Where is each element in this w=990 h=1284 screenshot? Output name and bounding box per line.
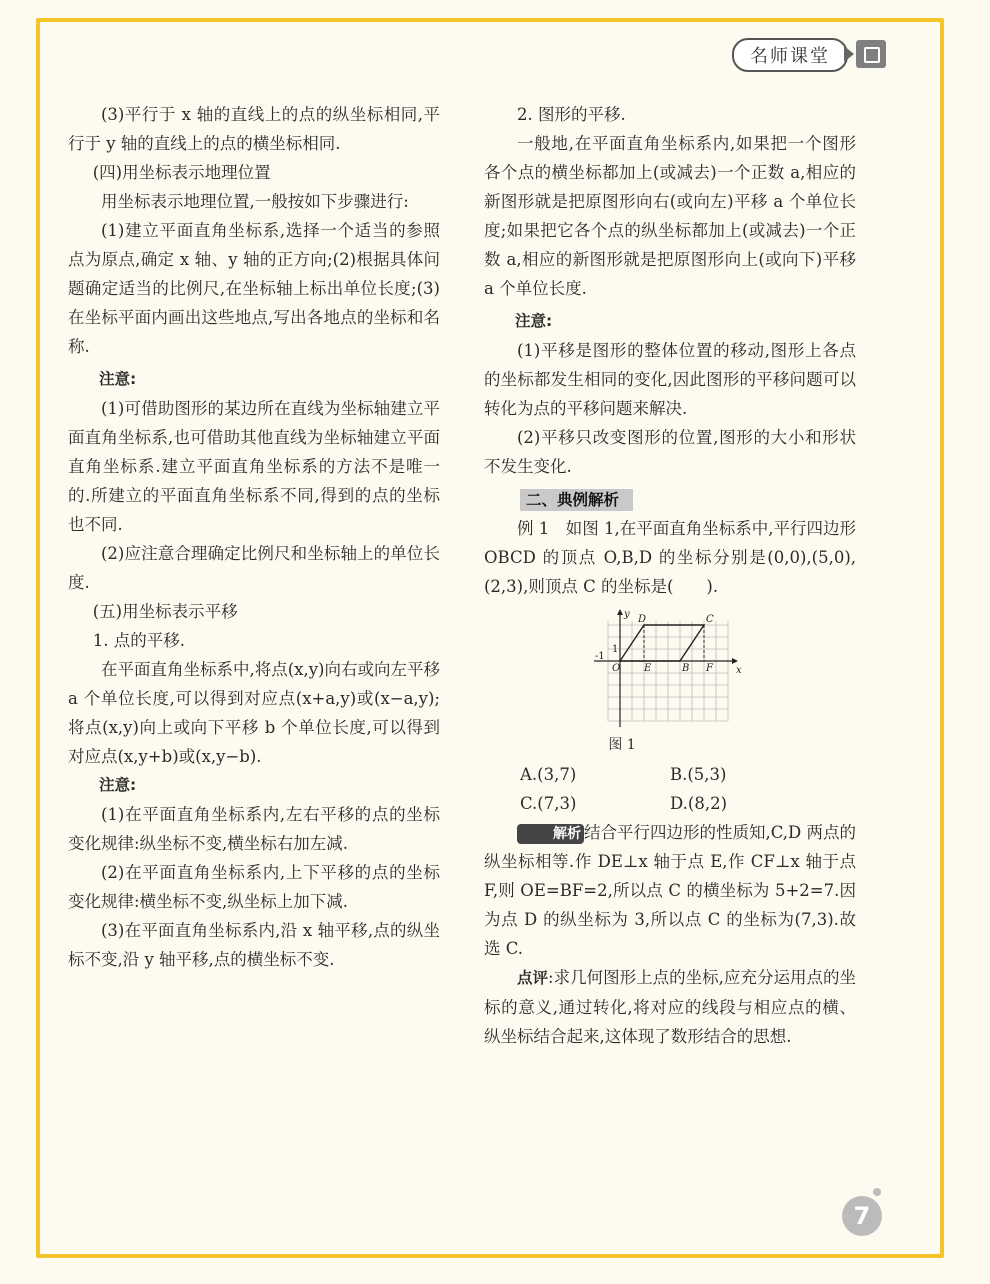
- right-column: [484, 100, 856, 1051]
- header-tag: 名师课堂: [732, 38, 848, 72]
- note-label: 注意:: [99, 370, 137, 388]
- subheading: 2. 图形的平移.: [517, 105, 626, 124]
- label-d: D: [638, 614, 647, 625]
- label-one: 1: [612, 644, 619, 655]
- page-dot: [873, 1188, 881, 1196]
- paragraph: (2)平移只改变图形的位置,图形的大小和形状不发生变化.: [484, 428, 856, 476]
- paragraph: (2)应注意合理确定比例尺和坐标轴上的单位长度.: [68, 544, 440, 592]
- option-a: A.(3,7): [520, 765, 577, 784]
- paragraph: (3)在平面直角坐标系内,沿 x 轴平移,点的纵坐标不变,沿 y 轴平移,点的横坐标不变.: [68, 921, 440, 969]
- options-row: [520, 789, 856, 818]
- arrow-icon: [844, 46, 854, 62]
- label-o: O: [612, 663, 621, 674]
- label-f: F: [706, 663, 713, 674]
- paragraph: (3)平行于 x 轴的直线上的点的纵坐标相同,平行于 y 轴的直线上的点的横坐标相同.: [68, 105, 440, 153]
- paragraph: (1)平移是图形的整体位置的移动,图形上各点的坐标都发生相同的变化,因此图形的平移问题可以转化为点的平移问题来解决.: [484, 341, 856, 418]
- label-e: E: [644, 663, 652, 674]
- label-c: C: [706, 614, 714, 625]
- figure: [484, 609, 856, 729]
- note-label: 注意:: [99, 776, 137, 794]
- comment-text: :求几何图形上点的坐标,应充分运用点的坐标的意义,通过转化,将对应的线段与相应点的横、纵坐标结合起来,这体现了数形结合的思想.: [484, 968, 856, 1046]
- analysis-paragraph: [484, 818, 856, 963]
- subheading: (四)用坐标表示地理位置: [92, 163, 271, 182]
- paragraph: (1)可借助图形的某边所在直线为坐标轴建立平面直角坐标系,也可借助其他直线为坐标轴建立平面直角坐标系.建立平面直角坐标系的方法不是唯一的.所建立的平面直角坐标系不同,得到的点的坐标也不同.: [68, 399, 440, 534]
- analysis-tag: 解析: [517, 824, 584, 844]
- example-text: 例 1 如图 1,在平面直角坐标系中,平行四边形 OBCD 的顶点 O,B,D 的坐标分别是(0,0),(5,0),(2,3),则顶点 C 的坐标是( ).: [484, 519, 856, 596]
- note-label: 注意:: [515, 312, 553, 330]
- page-number: 7: [842, 1196, 882, 1236]
- option-b: B.(5,3): [670, 765, 727, 784]
- paragraph: (2)在平面直角坐标系内,上下平移的点的坐标变化规律:横坐标不变,纵坐标上加下减.: [68, 863, 440, 911]
- paragraph: 在平面直角坐标系中,将点(x,y)向右或向左平移 a 个单位长度,可以得到对应点(x+a,y)或(x−a,y);将点(x,y)向上或向下平移 b 个单位长度,可以得到对应点(x,y+b)或(x,y−b).: [68, 660, 440, 766]
- label-y: y: [624, 609, 630, 620]
- left-column: [68, 100, 440, 974]
- parallelogram: [620, 625, 704, 661]
- paragraph: 一般地,在平面直角坐标系内,如果把一个图形各个点的横坐标都加上(或减去)一个正数 a,相应的新图形就是把原图形向右(或向左)平移 a 个单位长度;如果把它各个点的纵坐标都加上(或减去)一个正数 a,相应的新图形就是把原图形向上(或向下)平移 a 个单位长度.: [484, 134, 856, 298]
- paragraph: (1)建立平面直角坐标系,选择一个适当的参照点为原点,确定 x 轴、y 轴的正方向;(2)根据具体问题确定适当的比例尺,在坐标轴上标出单位长度;(3)在坐标平面内画出这些地点,写出各地点的坐标和名称.: [68, 221, 440, 356]
- book-icon: [856, 40, 886, 68]
- subheading: 1. 点的平移.: [92, 631, 185, 650]
- option-c: C.(7,3): [520, 794, 577, 813]
- paragraph: (1)在平面直角坐标系内,左右平移的点的坐标变化规律:纵坐标不变,横坐标右加左减.: [68, 805, 440, 853]
- coordinate-figure: [484, 609, 856, 729]
- options-row: [520, 760, 856, 789]
- figure-caption: 图 1: [608, 737, 636, 753]
- label-neg-one: -1: [595, 651, 605, 662]
- comment-paragraph: [484, 963, 856, 1051]
- subheading: (五)用坐标表示平移: [92, 602, 238, 621]
- label-x: x: [736, 665, 742, 676]
- label-b: B: [682, 663, 690, 674]
- comment-tag: 点评: [517, 969, 549, 987]
- section-title: 二、典例解析: [520, 489, 633, 511]
- option-d: D.(8,2): [670, 794, 728, 813]
- analysis-text: 结合平行四边形的性质知,C,D 两点的纵坐标相等.作 DE⊥x 轴于点 E,作 CF⊥x 轴于点 F,则 OE=BF=2,所以点 C 的横坐标为 5+2=7.因为点 D 的纵坐标为 3,所以点 C 的坐标为(7,3).故选 C.: [484, 823, 857, 958]
- paragraph: 用坐标表示地理位置,一般按如下步骤进行:: [101, 192, 409, 211]
